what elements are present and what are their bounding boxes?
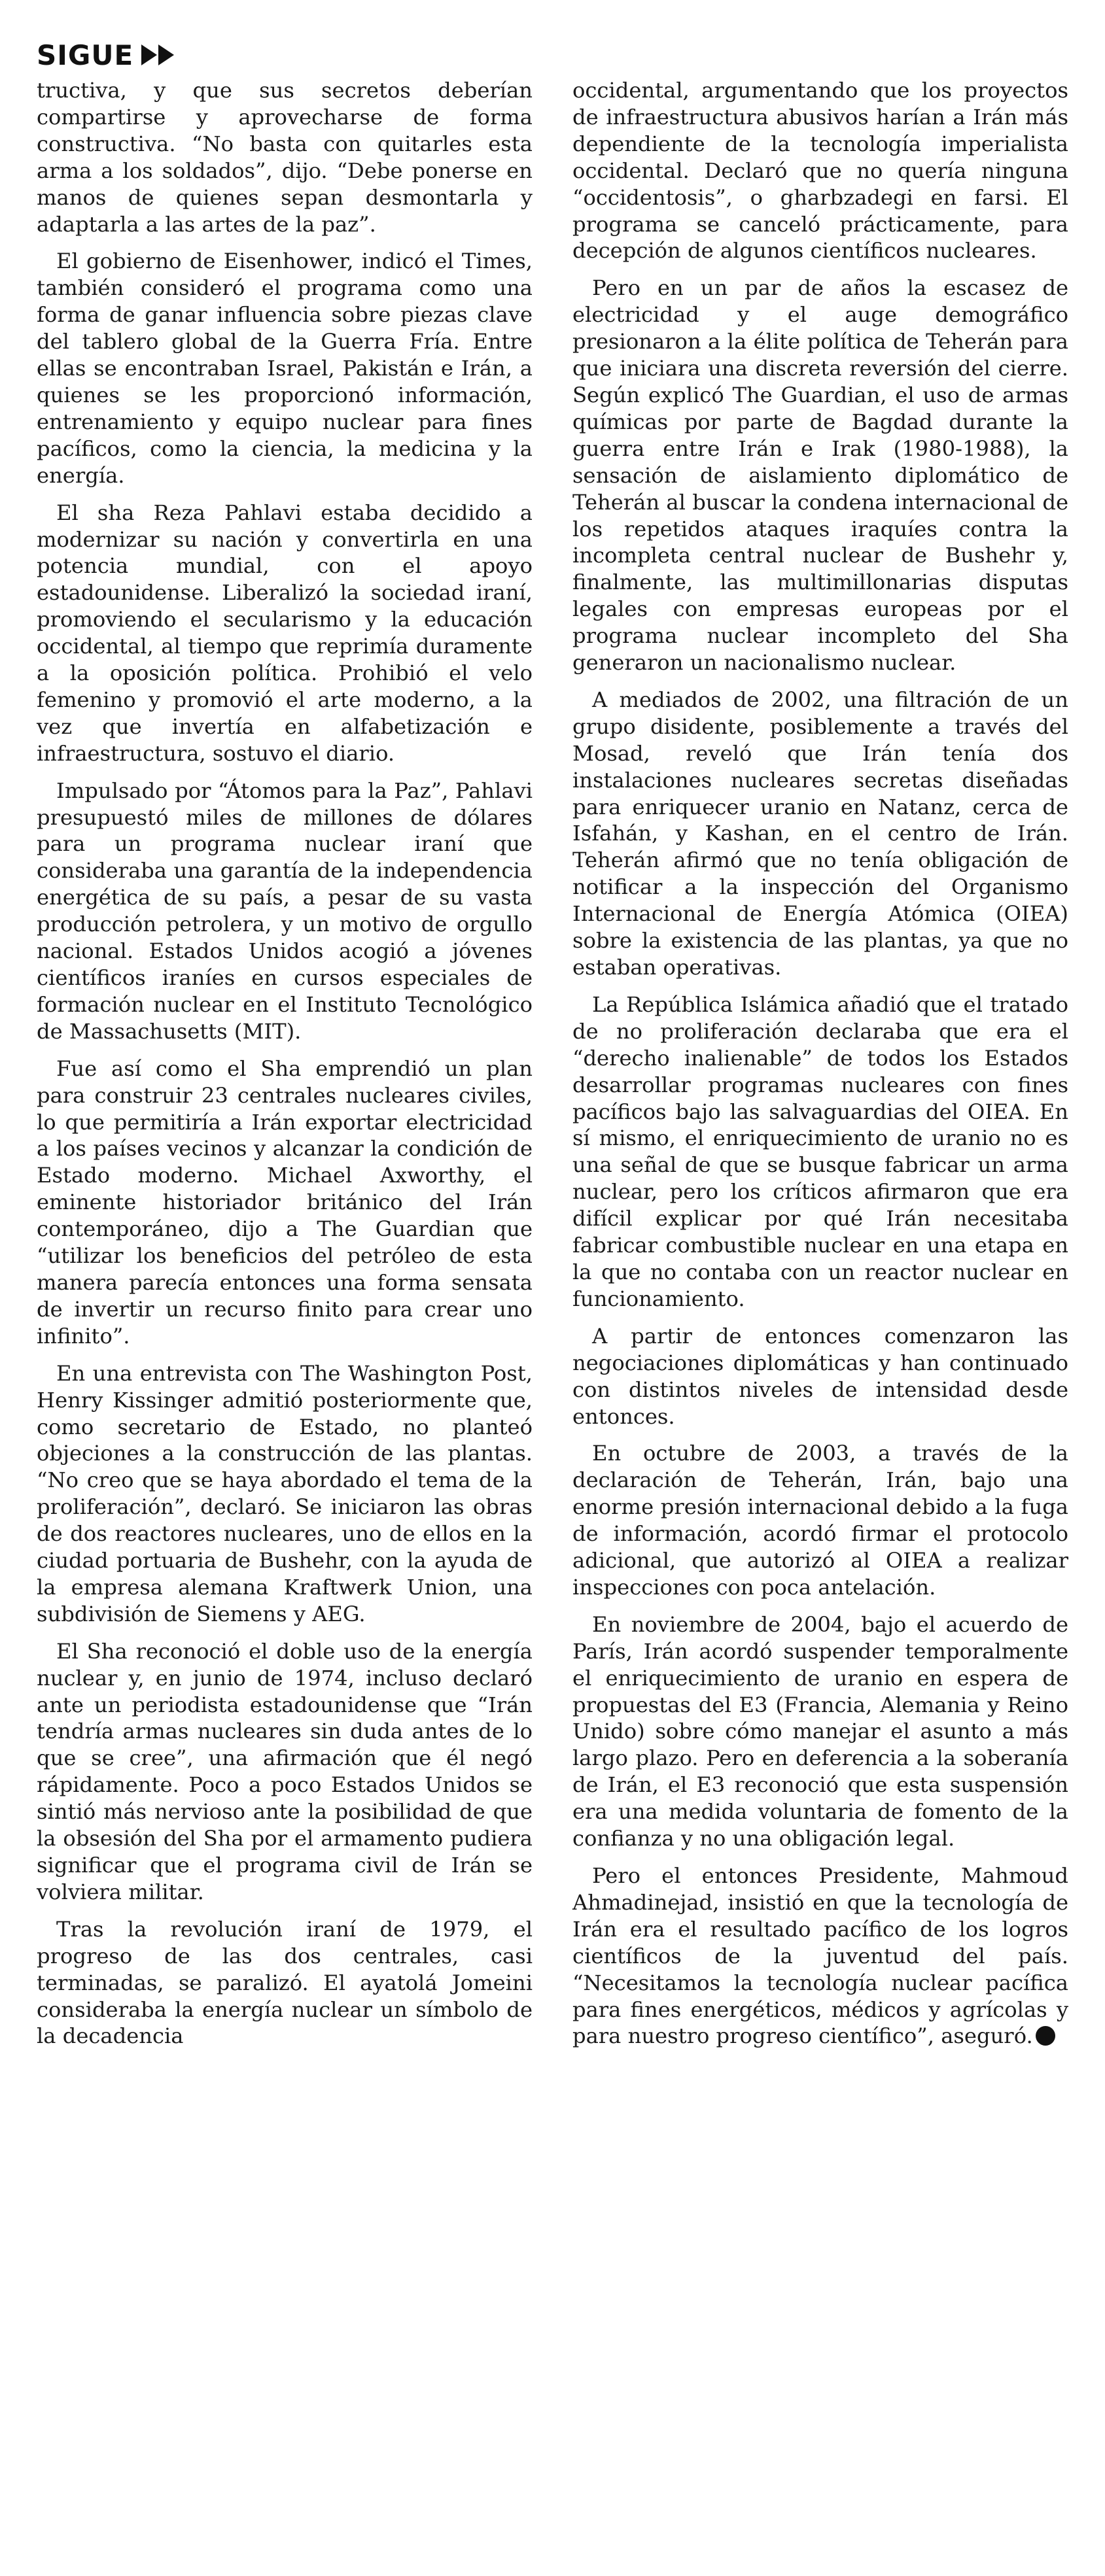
article-columns: [37, 77, 1068, 2060]
left-column: [37, 77, 533, 2060]
paragraph: A mediados de 2002, una filtración de un grupo disidente, posiblemente a través del Mosad, reveló que Irán tenía dos instalaciones nucleares secretas diseñadas para enriquecer uranio en Natanz, cerca de Isfahán, y Kashan, en el centro de Irán. Teherán afirmó que no tenía obligación de notificar a la inspección del Organismo Internacional de Energía Atómica (OIEA) sobre la existencia de las plantas, ya que no estaban operativas.: [572, 687, 1068, 980]
continue-label: SIGUE: [37, 39, 134, 71]
right-column: [572, 77, 1068, 2060]
paragraph: Tras la revolución iraní de 1979, el progreso de las dos centrales, casi terminadas, se paralizó. El ayatolá Jomeini consideraba la energía nuclear un símbolo de la decadencia: [37, 1916, 533, 2049]
paragraph: El gobierno de Eisenhower, indicó el Times, también consideró el programa como una forma de ganar influencia sobre piezas clave del tablero global de la Guerra Fría. Entre ellas se encontraban Israel, Pakistán e Irán, a quienes se les proporcionó información, entrenamiento y equipo nuclear para fines pacíficos, como la ciencia, la medicina y la energía.: [37, 249, 533, 488]
paragraph: occidental, argumentando que los proyectos de infraestructura abusivos harían a Irán más dependiente de la tecnología imperialista occidental. Declaró que no quería ninguna “occidentosis”, o gharbzadegi en farsi. El programa se canceló prácticamente, para decepción de algunos científicos nucleares.: [572, 78, 1068, 264]
paragraph: En octubre de 2003, a través de la declaración de Teherán, Irán, bajo una enorme presión internacional debido a la fuga de información, acordó firmar el protocolo adicional, que autorizó al OIEA a realizar inspecciones con poca antelación.: [572, 1441, 1068, 1600]
final-paragraph-text: Pero el entonces Presidente, Mahmoud Ahmadinejad, insistió en que la tecnología de Irán era el resultado pacífico de los logros científicos de la juventud del país. “Necesitamos la tecnología nuclear pacífica para fines energéticos, médicos y agrícolas y para nuestro progreso científico”, aseguró.: [572, 1863, 1068, 2049]
end-of-article-icon: [1036, 2026, 1055, 2046]
paragraph: Impulsado por “Átomos para la Paz”, Pahlavi presupuestó miles de millones de dólares para un programa nuclear iraní que consideraba una garantía de la independencia energética de su país, a pesar de su vasta producción petrolera, y un motivo de orgullo nacional. Estados Unidos acogió a jóvenes científicos iraníes en cursos especiales de formación nuclear en el Instituto Tecnológico de Massachusetts (MIT).: [37, 778, 533, 1044]
paragraph: En noviembre de 2004, bajo el acuerdo de París, Irán acordó suspender temporalmente el enriquecimiento de uranio en espera de propuestas del E3 (Francia, Alemania y Reino Unido) sobre cómo manejar el asunto a más largo plazo. Pero en deferencia a la soberanía de Irán, el E3 reconoció que esta suspensión era una medida voluntaria de fomento de la confianza y no una obligación legal.: [572, 1611, 1068, 1851]
continue-header: [37, 38, 1068, 72]
paragraph: El Sha reconoció el doble uso de la energía nuclear y, en junio de 1974, incluso declaró ante un periodista estadounidense que “Irán tendría armas nucleares sin duda antes de lo que se cree”, una afirmación que él negó rápidamente. Poco a poco Estados Unidos se sintió más nervioso ante la posibilidad de que la obsesión del Sha por el armamento pudiera significar que el programa civil de Irán se volviera militar.: [37, 1638, 533, 1904]
paragraph: tructiva, y que sus secretos deberían compartirse y aprovecharse de forma constructiva. “No basta con quitarles esta arma a los soldados”, dijo. “Debe ponerse en manos de quienes sepan desmontarla y adaptarla a las artes de la paz”.: [37, 78, 533, 237]
paragraph: En una entrevista con The Washington Post, Henry Kissinger admitió posteriormente que, como secretario de Estado, no planteó objeciones a la construcción de las plantas. “No creo que se haya abordado el tema de la proliferación”, declaró. Se iniciaron las obras de dos reactores nucleares, uno de ellos en la ciudad portuaria de Bushehr, con la ayuda de la empresa alemana Kraftwerk Union, una subdivisión de Siemens y AEG.: [37, 1360, 533, 1626]
double-arrow-icon: [141, 44, 175, 65]
paragraph: El sha Reza Pahlavi estaba decidido a modernizar su nación y convertirla en una potencia mundial, con el apoyo estadounidense. Liberalizó la sociedad iraní, promoviendo el secularismo y la educación occidental, al tiempo que reprimía duramente a la oposición política. Prohibió el velo femenino y promovió el arte moderno, a la vez que invertía en alfabetización e infraestructura, sostuvo el diario.: [37, 500, 533, 766]
paragraph: Fue así como el Sha emprendió un plan para construir 23 centrales nucleares civiles, lo que permitiría a Irán exportar electricidad a los países vecinos y alcanzar la condición de Estado moderno. Michael Axworthy, el eminente historiador británico del Irán contemporáneo, dijo a The Guardian que “utilizar los beneficios del petróleo de esta manera parecía entonces una forma sensata de invertir un recurso finito para crear uno infinito”.: [37, 1056, 533, 1348]
paragraph: La República Islámica añadió que el tratado de no proliferación declaraba que era el “derecho inalienable” de todos los Estados desarrollar programas nucleares con fines pacíficos bajo las salvaguardias del OIEA. En sí mismo, el enriquecimiento de uranio no es una señal de que se busque fabricar un arma nuclear, pero los críticos afirmaron que era difícil explicar por qué Irán necesitaba fabricar combustible nuclear en una etapa en la que no contaba con un reactor nuclear en funcionamiento.: [572, 991, 1068, 1311]
final-paragraph: [572, 1863, 1068, 2050]
paragraph: A partir de entonces comenzaron las negociaciones diplomáticas y han continuado con distintos niveles de intensidad desde entonces.: [572, 1323, 1068, 1429]
paragraph: Pero en un par de años la escasez de electricidad y el auge demográfico presionaron a la élite política de Teherán para que iniciara una discreta reversión del cierre. Según explicó The Guardian, el uso de armas químicas por parte de Bagdad durante la guerra entre Irán e Irak (1980-1988), la sensación de aislamiento diplomático de Teherán al buscar la condena internacional de los repetidos ataques iraquíes contra la incompleta central nuclear de Bushehr y, finalmente, las multimillonarias disputas legales con empresas europeas por el programa nuclear incompleto del Sha generaron un nacionalismo nuclear.: [572, 275, 1068, 676]
